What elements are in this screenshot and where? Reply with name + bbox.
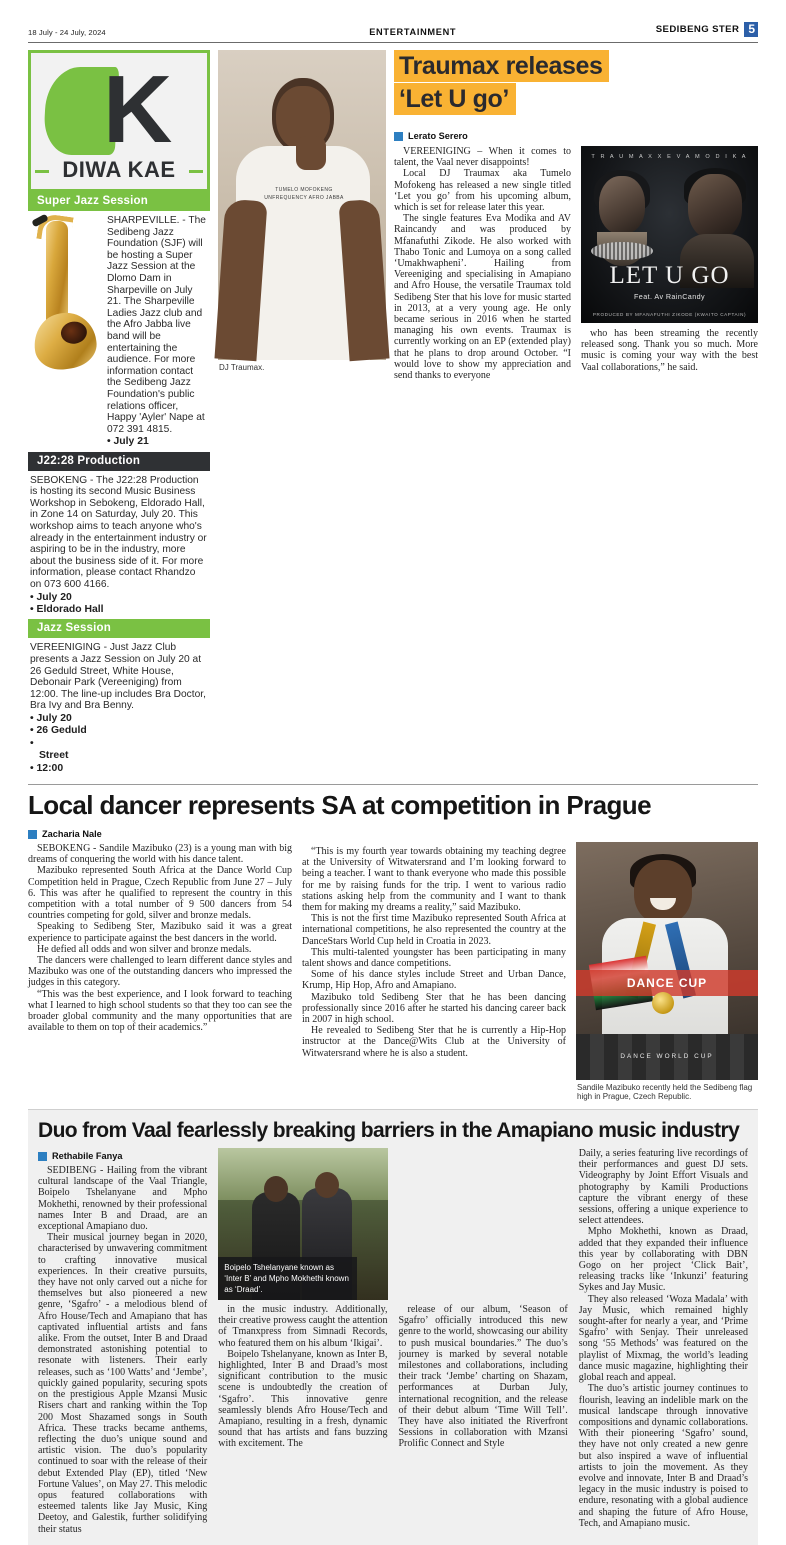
byline-author-name: Zacharia Nale (42, 829, 102, 840)
event-body-jazz-session (28, 638, 210, 778)
event-bullets (30, 592, 208, 617)
album-figure-left-collar (591, 242, 653, 260)
event-bullets (107, 436, 208, 448)
duo-columns (38, 1148, 748, 1535)
article-paragraph: This multi-talented youngster has been participating in many talent shows and dance competitions. (302, 946, 566, 970)
album-figure-left-face (599, 176, 645, 234)
issue-date: 18 July - 24 July, 2024 (28, 28, 106, 37)
duo-column-2b (399, 1148, 568, 1535)
event-paragraph: SHARPEVILLE. - The Sedibeng Jazz Foundation (SJF) will be hosting a Super Jazz Session at the Dlomo Dam in Sharpeville on July 21. The Sharpeville Ladies Jazz club and the Afro Jabba live band will be entertaining the audience. For more information contact the Sedibeng Jazz Foundation's public relations officer, Happy 'Ayler' Nape at 072 391 4815. (107, 215, 206, 435)
article-paragraph: SEBOKENG - Sandile Mazibuko (23) is a young man with big dreams of conquering the world with his dance talent. (28, 843, 292, 866)
article-paragraph: “This was the best experience, and I look forward to teaching what I learned to high school students so that they too can see the broader global community and the many opportunities that are available to them on top of their academics.” (28, 988, 292, 1034)
article-paragraph: He revealed to Sedibeng Ster that he is currently a Hip-Hop instructor at the Dance@Wits Club at the University of Witwatersrand where he is also a student. (302, 1025, 566, 1059)
section-divider (28, 784, 758, 785)
byline-square-icon (394, 132, 403, 141)
event-bullet: • July 20 (30, 592, 208, 604)
duo-column-2b-text (399, 1148, 568, 1450)
article-paragraph: Mpho Mokhethi, known as Draad, added that they expanded their influence this year by collaborating with DBN Gogo on her project ‘Click Bait’, releasing tracks like ‘Inkunzi’ featuring Sykes and Jay Music. (578, 1226, 748, 1294)
article-paragraph: Mazibuko told Sedibeng Ster that he has been dancing professionally since 2016 after he started his dancing career back in 2007 in high school. (302, 991, 566, 1026)
album-title-text: LET U GO (609, 262, 730, 289)
duo-column-1 (38, 1148, 207, 1535)
article-paragraph: “This is my fourth year towards obtaining my teaching degree at the University of Witwatersrand and I’m looking forward to being a teacher. I want to thank everyone who made this possible for me by raising funds for the trip. I went to various radio stations asking help from the community and I want to thank them for making my dreams a reality,” said Mazibuko. (302, 846, 566, 914)
event-body-super-jazz-session (28, 211, 210, 452)
byline-author-name: Lerato Serero (408, 131, 468, 141)
article-paragraph: release of our album, ‘Season of Sgafro’ officially introduced this new genre to the world, showcasing our ability to push musical boundaries.” The duo’s journey is marked by several notable milestones and collaborations, including their track ‘Jembe’ charting on Shazam, performances at Durban July, international recognition, and the release of their debut album ‘Time Will Tell’. They have also initiated the Riverfront Sessions in collaboration with Mzansi Prolific Connect and Style (398, 1304, 568, 1450)
event-bullet: • 12:00 (30, 763, 208, 775)
duo-photo-background (218, 1148, 387, 1200)
dj-shirt-print: TUMELO MOFOKENG UNFREQUENCY AFRO JABBA (264, 187, 344, 201)
duo-photo (218, 1148, 387, 1300)
album-figure-right-face (688, 174, 742, 240)
album-cover-art (581, 146, 758, 323)
byline-square-icon (38, 1152, 47, 1161)
headline-line-2: ‘Let U go’ (394, 83, 516, 115)
prague-columns (28, 824, 758, 1101)
event-header-jazz-session: Jazz Session (28, 619, 210, 638)
duo-article (28, 1109, 758, 1545)
dj-hand-shape (296, 136, 326, 170)
event-bullet: • 26 Geduld (30, 725, 208, 737)
masthead (28, 0, 758, 43)
article-paragraph: Mazibuko represented South Africa at the Dance World Cup Competition held in Prague, Czech Republic from June 27 – July 6. This was after he qualified to represent the country in this competition with a total number of 9 500 dancers from 54 countries competing for gold, silver and bronze medals. (28, 865, 292, 922)
duo-column-2 (218, 1148, 387, 1535)
masthead-right (656, 22, 758, 37)
prague-headline: Local dancer represents SA at competition in Prague (28, 790, 651, 821)
article-paragraph: Daily, a series featuring live recordings of their performances and guest DJ sets. Videography by Joint Effort Visuals and photography by Kamili Productions capture the vibrant energy of these sessions, offering a unique experience to select attendees. (578, 1148, 748, 1227)
prague-article (28, 791, 758, 1101)
article-paragraph: Local DJ Traumax aka Tumelo Mofokeng has released a new single titled ‘Let you go’ from his upcoming album, which is set for release later this year. (394, 168, 571, 214)
events-rail (28, 50, 210, 778)
prague-column-1 (28, 824, 292, 1101)
prague-photo-column (576, 824, 758, 1101)
event-paragraph: VEREENIGING - Just Jazz Club presents a Jazz Session on July 20 at 26 Geduld Street, White House, Debonair Park (Vereeniging) from 12:00. The line-up includes Bra Doctor, Bra Ivy and Bra Benny. (30, 642, 206, 712)
dj-photo-caption: DJ Traumax. (219, 363, 265, 372)
article-paragraph: The single features Eva Modika and AV Raincandy and was produced by Mfanafuthi Zikode. He also worked with Thabo Tonic and Lumoya on a song called ‘Umakhwapheni’. Hailing from Vereeniging and specialising in Amapiano and Afro House, the versatile Traumax told Sedibeng Ster that his love for music started in 2013, at a very young age. He only became serious in 2016 when he started managing his own events. Traumax is currently working on an EP (extended play) that he plans to drop around October. “I would love to show my appreciation and send thanks to everyone (394, 213, 571, 382)
duo-person-right-head (315, 1172, 339, 1198)
dancer-medal-icon (652, 992, 674, 1014)
prague-byline (28, 829, 292, 839)
duo-photo-caption: Boipelo Tshelanyane known as ‘Inter B’ and Mpho Mokhethi known as ‘Draad’. (218, 1257, 357, 1300)
article-paragraph: who has been streaming the recently released song. Thank you so much. More music is coming your way with the best Vaal collaborations,” he said. (581, 328, 758, 373)
event-bullet: • Eldorado Hall (30, 604, 208, 616)
dancer-photo (576, 842, 758, 1080)
prague-column-1-text (28, 843, 292, 1033)
article-paragraph: Speaking to Sedibeng Ster, Mazibuko said it was a great experience to participate against the best dancers in the world. (28, 921, 292, 944)
sax-bell-part (30, 309, 99, 373)
byline-square-icon (28, 830, 37, 839)
traumax-columns (394, 146, 758, 381)
article-paragraph: This is not the first time Mazibuko represented South Africa at international competitions, he also represented the country at the DanceStars World Cup held in Croatia in 2023. (302, 913, 566, 947)
article-paragraph: He defied all odds and won silver and bronze medals. (37, 943, 252, 955)
dancer-head-shape (634, 860, 692, 924)
album-producer-text: PRODUCED BY MFANAFUTHI ZIKODE (KWAITO CAPTAIN) (592, 312, 747, 317)
dancer-photo-caption: Sandile Mazibuko recently held the Sedibeng flag high in Prague, Czech Republic. (577, 1083, 753, 1102)
event-header-j2228-production: J22:28 Production (28, 452, 210, 471)
album-artists-credit: T R A U M A X X E V A M O D I K A (591, 154, 748, 160)
event-body-j2228-production (28, 471, 210, 620)
saxophone-icon (30, 215, 102, 373)
traumax-column-1 (394, 146, 571, 381)
event-bullet: • July 20 (30, 713, 208, 725)
duo-column-3 (579, 1148, 748, 1535)
event-bullet-text: • Street (39, 750, 69, 762)
diwa-kae-logo (28, 50, 210, 192)
duo-headline: Duo from Vaal fearlessly breaking barriers in the Amapiano music industry (38, 1119, 740, 1143)
event-floor-text: DANCE WORLD CUP (576, 1034, 758, 1080)
page-number-badge: 5 (744, 22, 758, 37)
event-header-super-jazz-session: Super Jazz Session (28, 192, 210, 211)
album-feature-text: Feat. Av RainCandy (634, 292, 705, 301)
article-paragraph: SEDIBENG - Hailing from the vibrant cultural landscape of the Vaal Triangle, Boipelo Tshelanyane and Mpho Mokhethi, renowned by their professional names Inter B and Draad, are an exceptional Amapiano duo. (38, 1165, 208, 1233)
article-paragraph: The duo’s artistic journey continues to flourish, leaving an indelible mark on the musical landscape through innovative compositions and dynamic collaborations. With their pioneering ‘Sgafro’ sound, they have not only created a new genre but also inspired a wave of influential artists to join the movement. As they evolve and innovate, Inter B and Draad’s legacy in the music industry is poised to endure, resonating with a global audience and shaping the future of Afro House, Tech, and Amapiano music. (578, 1383, 748, 1529)
article-paragraph: They also released ‘Woza Madala’ with Jay Music, which remained highly sought-after for nearly a year, and ‘Prime Sgafro’ with Senjay. Their unreleased song ‘55 Methods’ was featured on the playlist of Mixmag, the world’s leading dance music magazine, highlighting their global reach and appeal. (578, 1293, 748, 1384)
dj-traumax-photo (218, 50, 386, 360)
logo-wordmark: DIWA KAE (31, 157, 207, 183)
top-zone (28, 50, 758, 778)
logo-letters (41, 56, 197, 163)
traumax-headline (394, 50, 758, 115)
traumax-article (394, 50, 758, 778)
event-bullet: • July 21 (107, 436, 208, 448)
article-paragraph: VEREENIGING – When it comes to talent, the Vaal never disappoints! (394, 146, 571, 169)
article-paragraph: Boipelo Tshelanyane, known as Inter B, highlighted, Inter B and Draad’s most significant contribution to the music scene is undoubtedly the creation of ‘Sgafro’. This innovative genre seamlessly blends Afro House/Tech and Amapiano, resulting in a fresh, dynamic sound that has artists and fans buzzing with excitement. The (218, 1348, 388, 1450)
article-paragraph: Some of his dance styles include Street and Urban Dance, Krump, Hip Hop, Afro and Amapiano. (302, 969, 566, 992)
article-paragraph: in the music industry. Additionally, their creative prowess caught the attention of Tmanxpress from Simnadi Records, who featured them on his album ‘Ikigai’. (218, 1304, 388, 1349)
duo-byline (38, 1151, 207, 1161)
headline-line-1: Traumax releases (394, 50, 609, 82)
event-bullets (30, 713, 208, 775)
prague-column-2 (302, 824, 566, 1101)
event-content-row (30, 215, 208, 449)
event-bullet-continuation (30, 738, 208, 763)
event-paragraph: SEBOKENG - The J22:28 Production is hosting its second Music Business Workshop in Sebokeng, Eldorado Hall, in Zone 14 on Saturday, July 20. This workshop aims to teach anyone who's already in the entertainment industry or aspiring to be in the industry, more about the business side of it. For more information, please contact Rhandzo on 073 600 4166. (30, 474, 207, 591)
publication-title: SEDIBENG STER (655, 24, 740, 35)
event-text (107, 215, 208, 449)
duo-column-1-text (38, 1165, 207, 1535)
duo-column-2-text (218, 1304, 387, 1450)
traumax-byline (394, 131, 758, 141)
traumax-column-2-text (581, 328, 758, 373)
section-title: ENTERTAINMENT (369, 27, 457, 37)
logo-k-letter: K (103, 56, 169, 163)
dj-photo-column (218, 50, 386, 778)
byline-author-name: Rethabile Fanya (52, 1151, 123, 1162)
article-paragraph: The dancers were challenged to learn different dance styles and Mazibuko was one of the outstanding dancers who impressed the judges in this category. (28, 955, 292, 989)
traumax-column-2 (581, 146, 758, 381)
article-paragraph: Their musical journey began in 2020, characterised by unwavering commitment to crafting innovative musical experiences. In their creative pursuits, they have not only carved out a niche for themselves but also pioneered a new genre, ‘Sgafro’ - a melodious blend of Afro House/Tech and Amapiano that has captivated influential artists and fans alike. From the outset, Inter B and Draad demonstrated astonishing potential to resonate with listeners. Their early releases, such as ‘100 Watts’ and ‘Jembe’, quickly gained popularity, securing spots on the prestigious Apple Mzansi Music Risers chart and ranking within the Top 200 Most Shazamed songs in South Africa. These tracks became anthems, reflecting the duo’s unique sound and artistic vision. The duo’s popularity continued to soar with the release of their debut Extended Play (EP), titled ‘New Fortune Values’, on May 27. This melodic opus featured collaborations with esteemed talents like Jay Music, King Deetoy, and Galestik, further solidifying their status (38, 1232, 208, 1535)
event-banner-text: DANCE CUP (576, 970, 758, 996)
